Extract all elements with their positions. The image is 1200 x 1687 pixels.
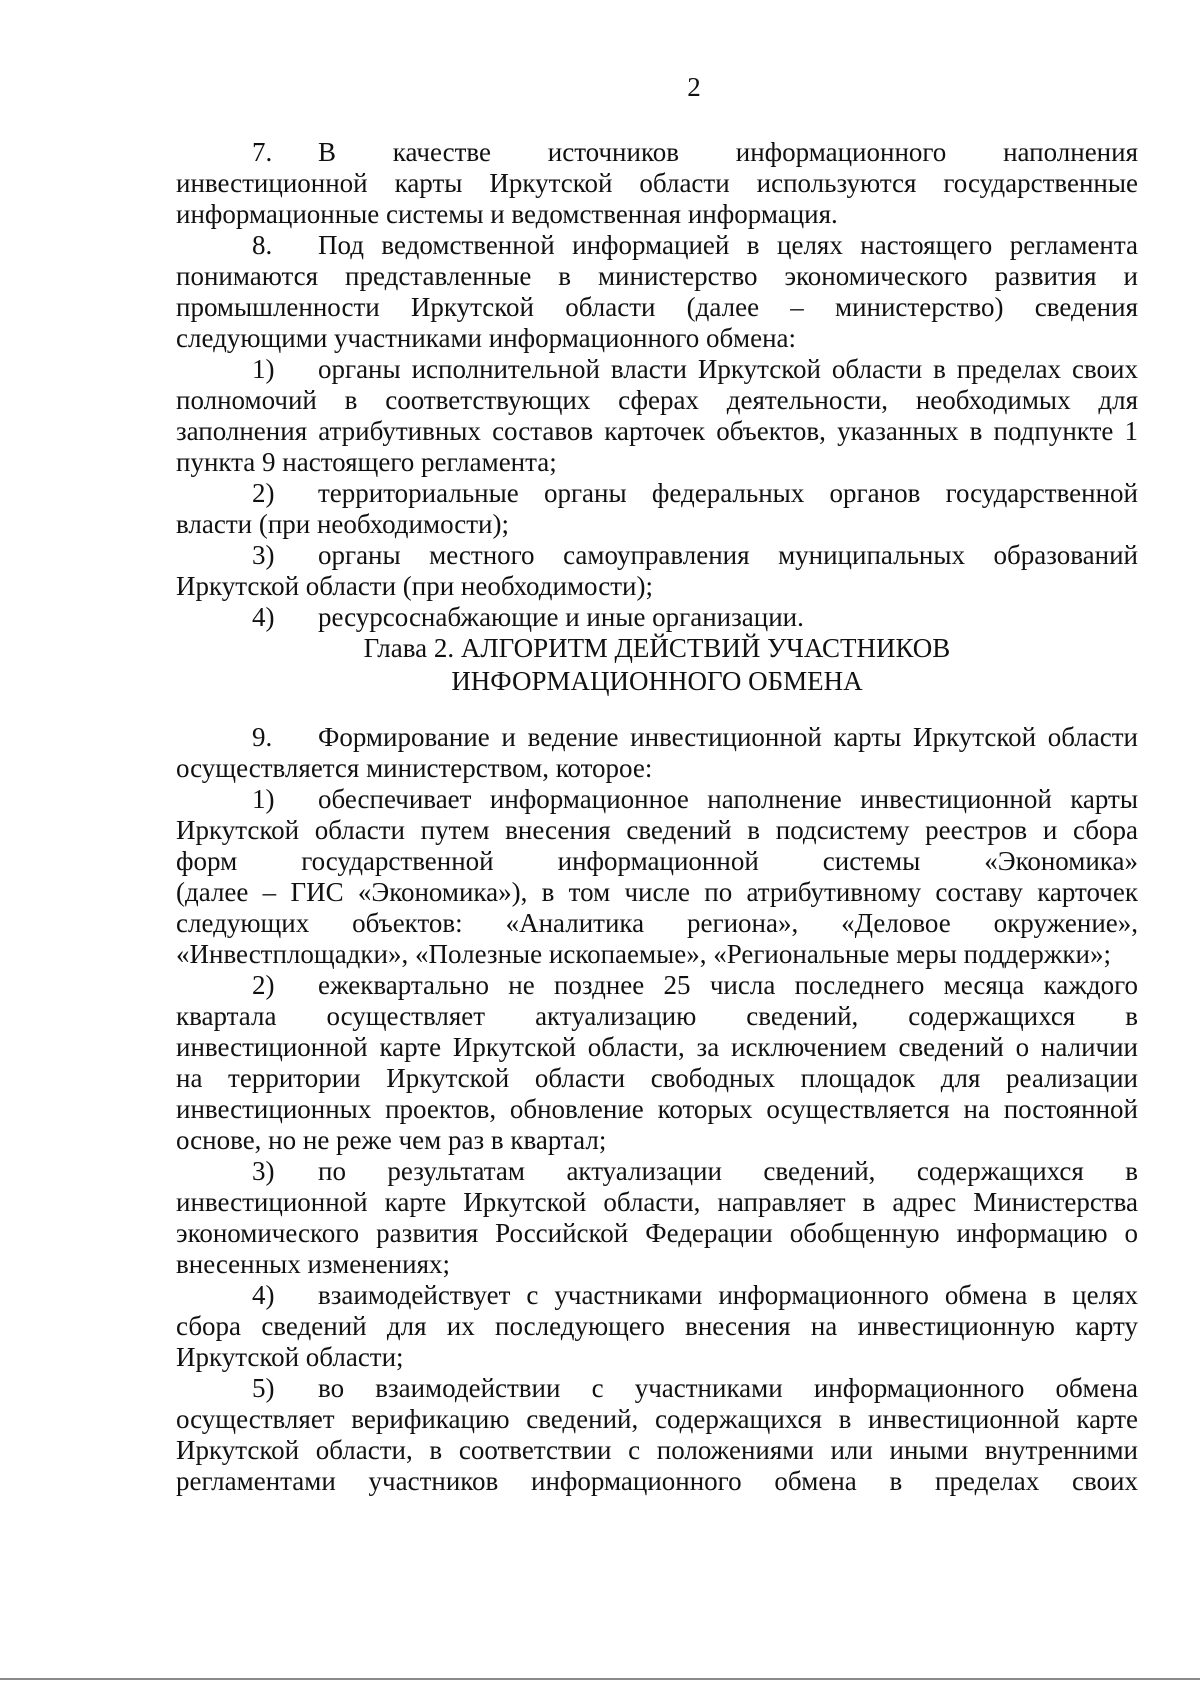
item-number: 5) [252, 1373, 275, 1403]
item-number: 2) [252, 970, 275, 1000]
paragraph-first-line [176, 137, 1138, 168]
line-text: обеспечивает информационное наполнение инвестиционной карты [318, 784, 1138, 814]
paragraph-first-line [176, 478, 1138, 509]
line-text: Формирование и ведение инвестиционной карты Иркутской области [318, 722, 1138, 752]
paragraph-line: инвестиционных проектов, обновление которых осуществляется на постоянной [176, 1094, 1138, 1124]
paragraph-line: инвестиционной карты Иркутской области используются государственные [176, 168, 1138, 198]
paragraph-line: полномочий в соответствующих сферах деятельности, необходимых для [176, 385, 1138, 415]
paragraph-line: «Инвестплощадки», «Полезные ископаемые», «Региональные меры поддержки»; [176, 939, 1111, 969]
line-text: территориальные органы федеральных органов государственной [318, 478, 1138, 508]
paragraph-line: Иркутской области путем внесения сведений в подсистему реестров и сбора [176, 815, 1138, 845]
page-number: 2 [687, 72, 701, 102]
paragraph-line: осуществляет верификацию сведений, содержащихся в инвестиционной карте [176, 1404, 1138, 1434]
item-number: 1) [252, 354, 275, 384]
item-number: 1) [252, 784, 275, 814]
line-text: органы местного самоуправления муниципальных образований [318, 540, 1138, 570]
paragraph-line: следующими участниками информационного обмена: [176, 323, 797, 353]
paragraph-first-line [176, 540, 1138, 571]
chapter-heading-line-1: Глава 2. АЛГОРИТМ ДЕЙСТВИЙ УЧАСТНИКОВ [363, 633, 951, 663]
item-number: 3) [252, 1156, 275, 1186]
item-number: 4) [252, 1280, 275, 1310]
bottom-scan-edge [0, 1678, 1200, 1680]
paragraph-line: Иркутской области (при необходимости); [176, 571, 653, 601]
paragraph-first-line [176, 1156, 1138, 1187]
item-number: 2) [252, 478, 275, 508]
document-body-section-2 [176, 722, 1138, 1497]
item-number: 8. [252, 230, 273, 260]
line-text: во взаимодействии с участниками информационного обмена [318, 1373, 1138, 1403]
line-text: органы исполнительной власти Иркутской области в пределах своих [318, 354, 1138, 384]
paragraph-line: квартала осуществляет актуализацию сведений, содержащихся в [176, 1001, 1138, 1031]
paragraph-first-line [176, 722, 1138, 753]
paragraph-line: заполнения атрибутивных составов карточек объектов, указанных в подпункте 1 [176, 416, 1138, 446]
paragraph-line: инвестиционной карте Иркутской области, за исключением сведений о наличии [176, 1032, 1138, 1062]
item-number: 3) [252, 540, 275, 570]
paragraph-first-line [176, 354, 1138, 385]
paragraph-first-line [176, 602, 1138, 633]
chapter-heading [176, 632, 1138, 698]
paragraph-line: власти (при необходимости); [176, 509, 509, 539]
paragraph-line: осуществляется министерством, которое: [176, 753, 653, 783]
line-text: Под ведомственной информацией в целях настоящего регламента [318, 230, 1138, 260]
paragraph-line: понимаются представленные в министерство экономического развития и [176, 261, 1138, 291]
line-text: В качестве источников информационного наполнения [318, 137, 1138, 167]
paragraph-line: Иркутской области; [176, 1342, 404, 1372]
document-body-section-1 [176, 137, 1138, 633]
paragraph-line: информационные системы и ведомственная информация. [176, 199, 838, 229]
paragraph-line: регламентами участников информационного обмена в пределах своих [176, 1466, 1138, 1496]
item-number: 7. [252, 137, 273, 167]
item-number: 4) [252, 602, 275, 632]
paragraph-line: внесенных изменениях; [176, 1249, 450, 1279]
paragraph-line: Иркутской области, в соответствии с положениями или иными внутренними [176, 1435, 1138, 1465]
paragraph-first-line [176, 230, 1138, 261]
line-text: ресурсоснабжающие и иные организации. [318, 602, 804, 632]
paragraph-line: (далее – ГИС «Экономика»), в том числе по атрибутивному составу карточек [176, 877, 1138, 907]
line-text: взаимодействует с участниками информационного обмена в целях [318, 1280, 1138, 1310]
line-text: по результатам актуализации сведений, содержащихся в [318, 1156, 1138, 1186]
paragraph-first-line [176, 784, 1138, 815]
item-number: 9. [252, 722, 273, 752]
paragraph-line: промышленности Иркутской области (далее – министерство) сведения [176, 292, 1138, 322]
paragraph-first-line [176, 1373, 1138, 1404]
paragraph-line: экономического развития Российской Федерации обобщенную информацию о [176, 1218, 1138, 1248]
paragraph-line: пункта 9 настоящего регламента; [176, 447, 557, 477]
paragraph-first-line [176, 1280, 1138, 1311]
paragraph-line: инвестиционной карте Иркутской области, направляет в адрес Министерства [176, 1187, 1138, 1217]
paragraph-line: форм государственной информационной системы «Экономика» [176, 846, 1138, 876]
paragraph-line: сбора сведений для их последующего внесения на инвестиционную карту [176, 1311, 1138, 1341]
paragraph-line: основе, но не реже чем раз в квартал; [176, 1125, 607, 1155]
paragraph-line: следующих объектов: «Аналитика региона», «Деловое окружение», [176, 908, 1138, 938]
paragraph-line: на территории Иркутской области свободных площадок для реализации [176, 1063, 1138, 1093]
chapter-heading-line-2: ИНФОРМАЦИОННОГО ОБМЕНА [451, 666, 863, 696]
line-text: ежеквартально не позднее 25 числа последнего месяца каждого [318, 970, 1138, 1000]
paragraph-first-line [176, 970, 1138, 1001]
